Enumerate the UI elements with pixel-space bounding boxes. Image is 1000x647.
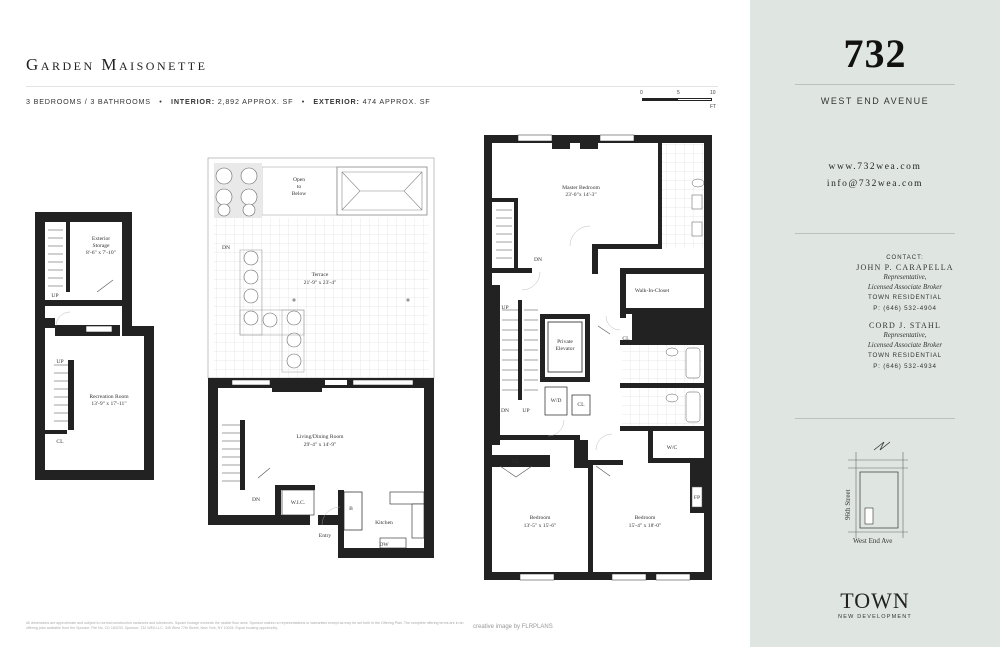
sidebar-divider (795, 233, 955, 234)
email-link[interactable]: info@732wea.com (826, 179, 924, 189)
upper-up-label: UP (501, 305, 509, 311)
plan-title: Garden Maisonette (26, 55, 208, 74)
sidebar-divider (795, 418, 955, 419)
bedrooms-text: 3 BEDROOMS / 3 BATHROOMS (26, 97, 151, 106)
upper-up2-label: UP (522, 408, 530, 414)
entry-label: Entry (318, 533, 332, 539)
location-map (808, 428, 918, 558)
north-arrow-icon (874, 442, 890, 450)
plan-stats: 3 BEDROOMS / 3 BATHROOMS • INTERIOR: 2,892 APPROX. SF • EXTERIOR: 474 APPROX. SF (26, 97, 431, 106)
exterior-label: EXTERIOR: (313, 97, 360, 106)
terrace-dn-label: DN (221, 245, 231, 251)
exterior-value: 474 APPROX. SF (362, 97, 431, 106)
dw-label: DW (379, 542, 389, 548)
agent2-firm: TOWN RESIDENTIAL (868, 352, 942, 359)
agent2-phone[interactable]: P: (646) 532-4934 (873, 363, 937, 370)
building-number: 732 (843, 31, 907, 76)
living-cabinet-label: B (349, 506, 353, 512)
scale-tick-10: 10 (710, 90, 716, 96)
brand-name: TOWN (840, 588, 910, 613)
agent1-phone[interactable]: P: (646) 532-4904 (873, 305, 937, 312)
disclaimer-text: All dimensions are approximate and subject to normal construction variances and tolerances. Square footage exceeds the usable floor area. Sponsor makes no representations or warranties except as may be set forth in the Offering Plan. The complete offering terms are in an offering plan available from the Sponsor. File No. CD 160233. Sponsor: 732 WEA LLC, 345 West 77th Street, New York, NY 10024. Equal housing opportunity. (26, 621, 464, 630)
agent1-firm: TOWN RESIDENTIAL (868, 294, 942, 301)
upper-level-plan (484, 135, 712, 580)
contact-block (810, 255, 1000, 372)
upper-cl2-label: CL (577, 402, 585, 408)
living-wic-label: W.I.C. (290, 500, 306, 506)
agent1-role1: Representative, (883, 273, 927, 281)
living-dn-label: DN (251, 497, 261, 503)
terrace-dim: 21'-9" x 23'-4" (303, 280, 337, 286)
recreation-name: Recreation Room (89, 394, 129, 400)
garden-level-plan (208, 158, 434, 558)
scale-tick-0: 0 (640, 90, 643, 96)
map-street-96th: 96th Street (844, 489, 852, 520)
upper-cl-label: CL (622, 336, 630, 342)
living-name: Living/Dining Room (296, 434, 344, 440)
open-below-l2: to (296, 184, 302, 190)
agent2-role2: Licensed Associate Broker (867, 341, 943, 349)
open-below-l3: Below (291, 191, 307, 197)
scale-unit: FT (710, 104, 717, 110)
agent2-role1: Representative, (883, 331, 927, 339)
interior-value: 2,892 APPROX. SF (217, 97, 294, 106)
scale-tick-5: 5 (677, 90, 680, 96)
master-name: Master Bedroom (562, 185, 600, 191)
interior-label: INTERIOR: (171, 97, 215, 106)
website-link[interactable]: www.732wea.com (828, 162, 922, 172)
bedroom2-name: Bedroom (529, 515, 551, 521)
image-credit: creative image by FLRPLANS (473, 624, 553, 630)
elevator-l1: Private (557, 339, 573, 345)
ext-storage-name2: Storage (92, 243, 110, 249)
street-name: WEST END AVENUE (820, 96, 930, 106)
bed2-cl-label: CL (512, 459, 520, 465)
walkin-name: Walk-In-Closet (634, 288, 670, 294)
lower-up2-label: UP (56, 359, 64, 365)
bedroom3-dim: 15'-4" x 18'-0" (628, 523, 662, 529)
upper-dn-label: DN (533, 257, 543, 263)
agent1-role2: Licensed Associate Broker (867, 283, 943, 291)
ext-storage-dim: 8'-6" x 7'-10" (86, 250, 116, 256)
upper-dn2-label: DN (500, 408, 510, 414)
recreation-dim: 13'-9" x 17'-11" (91, 401, 127, 407)
lower-cl-label: CL (56, 439, 64, 445)
living-dim: 29'-4" x 14'-9" (303, 442, 337, 448)
elevator-l2: Elevator (555, 346, 575, 352)
open-below-l1: Open (292, 177, 306, 183)
kitchen-label: Kitchen (375, 520, 393, 526)
fp-label: FP (693, 495, 701, 501)
wd-label: W/D (550, 398, 562, 404)
agent1-name: JOHN P. CARAPELLA (856, 263, 954, 272)
lower-up-label: UP (51, 293, 59, 299)
contact-label: CONTACT: (886, 255, 924, 261)
brand-subtitle: NEW DEVELOPMENT (838, 614, 912, 620)
map-street-west-end: West End Ave (853, 537, 893, 545)
bedroom2-dim: 13'-5" x 15'-6" (523, 523, 557, 529)
terrace-name: Terrace (311, 272, 329, 278)
master-dim: 23'-0"x 14'-3" (565, 192, 597, 198)
bedroom3-name: Bedroom (634, 515, 656, 521)
town-logo (750, 588, 1000, 620)
ext-storage-name1: Exterior (91, 236, 111, 242)
sidebar-divider (795, 84, 955, 85)
upper-wic-label: W/C (666, 445, 678, 451)
agent2-name: CORD J. STAHL (868, 321, 942, 330)
